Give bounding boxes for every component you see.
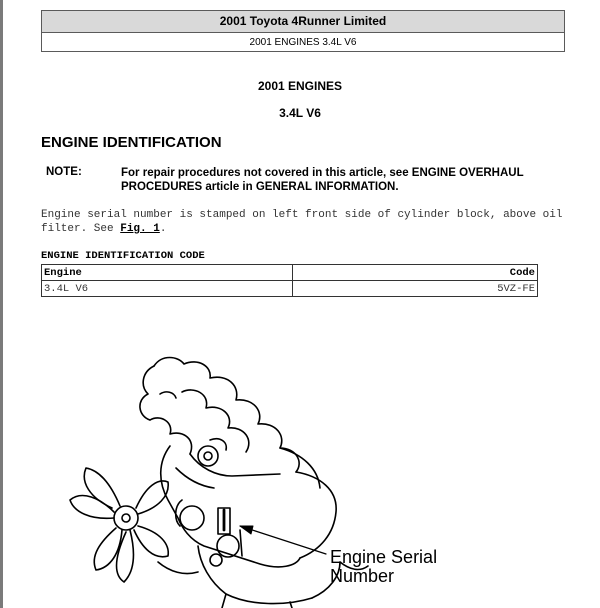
header-title: 2001 Toyota 4Runner Limited	[42, 11, 564, 33]
note-text: For repair procedures not covered in this article, see ENGINE OVERHAUL PROCEDURES article in GENERAL INFORMATION.	[121, 167, 524, 193]
figure-1-link[interactable]: Fig. 1	[120, 223, 160, 235]
table-row	[42, 281, 538, 297]
paragraph-end: .	[159, 223, 167, 235]
callout-line-2: Number	[330, 566, 395, 586]
note-label: NOTE:	[46, 166, 82, 178]
doc-subtitle: 3.4L V6	[279, 106, 321, 120]
table-header-row	[42, 265, 538, 281]
engine-illustration	[50, 350, 570, 608]
callout-line-1: Engine Serial	[330, 547, 438, 567]
cell-engine: 3.4L V6	[42, 281, 293, 297]
paragraph-text: Engine serial number is stamped on left front side of cylinder block, above oil filter. See	[41, 209, 563, 235]
figure-callout	[330, 548, 437, 586]
section-heading: ENGINE IDENTIFICATION	[41, 134, 222, 151]
engine-code-table	[41, 264, 538, 297]
doc-title: 2001 ENGINES	[257, 79, 343, 93]
cell-code: 5VZ-FE	[293, 281, 538, 297]
serial-location-paragraph	[41, 208, 566, 236]
document-header	[41, 10, 565, 52]
header-engine: Engine	[42, 265, 293, 281]
header-code: Code	[293, 265, 538, 281]
header-subtitle: 2001 ENGINES 3.4L V6	[249, 37, 357, 48]
table-caption: ENGINE IDENTIFICATION CODE	[41, 250, 205, 262]
